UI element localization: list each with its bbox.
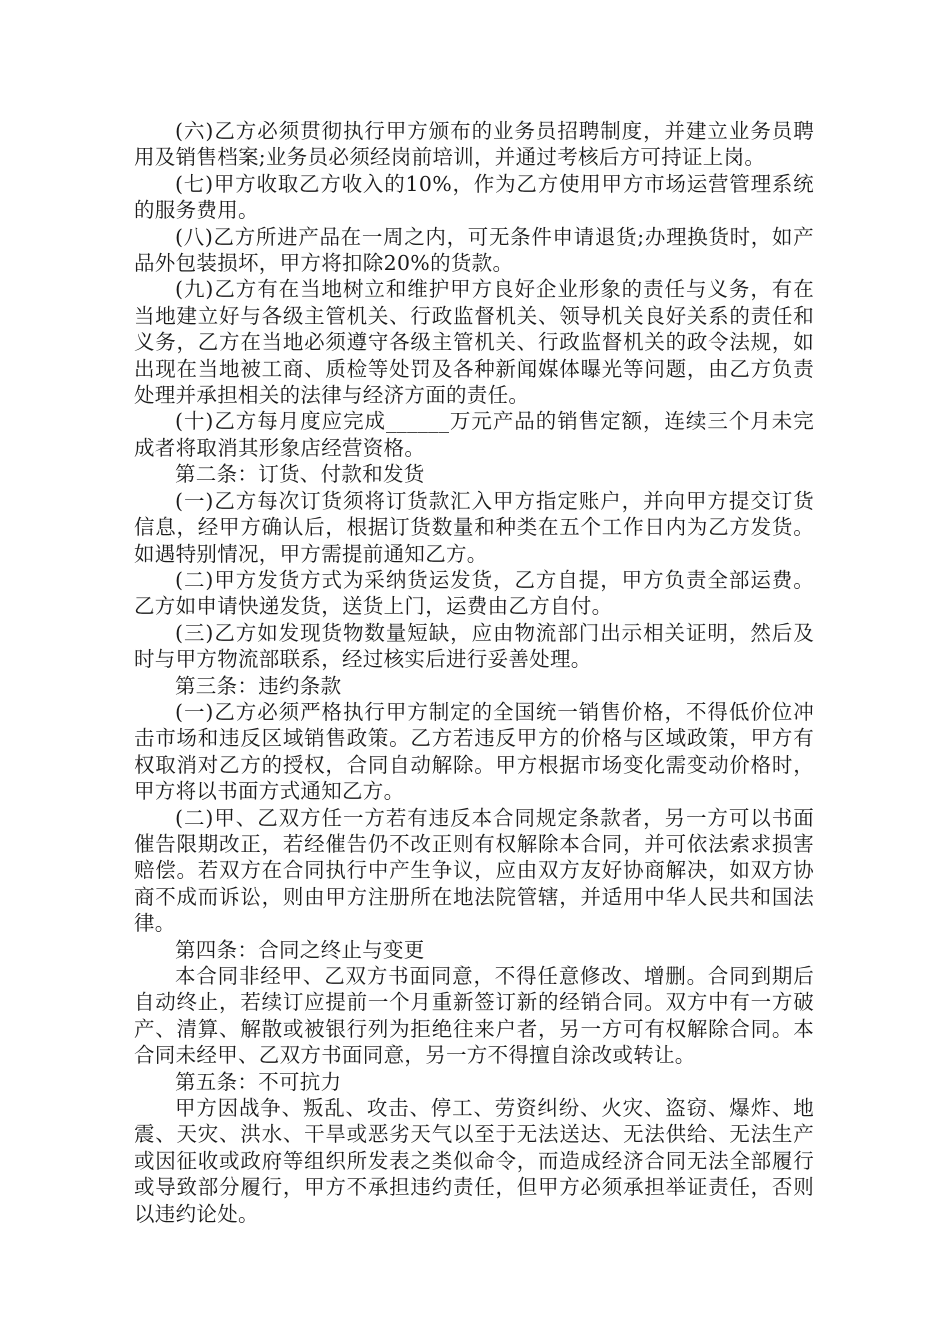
article-4-heading: 第四条：合同之终止与变更: [175, 937, 425, 962]
clause-7: (七)甲方收取乙方收入的10%，作为乙方使用甲方市场运营管理系统的服务费用。: [134, 171, 814, 223]
article-2-heading: 第二条：订货、付款和发货: [175, 462, 425, 487]
article-4-body: 本合同非经甲、乙双方书面同意，不得任意修改、增删。合同到期后自动终止，若续订应提前一个月重新签订新的经销合同。双方中有一方破产、清算、解散或被银行列为拒绝往来户者，另一方可有权解除合同。本合同未经甲、乙双方书面同意，另一方不得擅自涂改或转让。: [134, 964, 814, 1068]
article-2-clause-3: (三)乙方如发现货物数量短缺，应由物流部门出示相关证明，然后及时与甲方物流部联系，经过核实后进行妥善处理。: [134, 620, 814, 672]
document-body: [134, 118, 814, 1227]
article-3-clause-1: (一)乙方必须严格执行甲方制定的全国统一销售价格，不得低价位冲击市场和违反区域销售政策。乙方若违反甲方的价格与区域政策，甲方有权取消对乙方的授权，合同自动解除。甲方根据市场变化需变动价格时，甲方将以书面方式通知乙方。: [134, 699, 814, 804]
clause-8: (八)乙方所进产品在一周之内，可无条件申请退货;办理换货时，如产品外包装损坏，甲方将扣除20%的货款。: [134, 224, 814, 276]
article-5-body: 甲方因战争、叛乱、攻击、停工、劳资纠纷、火灾、盗窃、爆炸、地震、天灾、洪水、干旱或恶劣天气以至于无法送达、无法供给、无法生产或因征收或政府等组织所发表之类似命令，而造成经济合同无法全部履行或导致部分履行，甲方不承担违约责任，但甲方必须承担举证责任，否则以违约论处。: [134, 1096, 814, 1226]
article-3-heading: 第三条：违约条款: [175, 673, 342, 698]
clause-6: (六)乙方必须贯彻执行甲方颁布的业务员招聘制度，并建立业务员聘用及销售档案;业务员必须经岗前培训，并通过考核后方可持证上岗。: [134, 119, 814, 170]
clause-9: (九)乙方有在当地树立和维护甲方良好企业形象的责任与义务，有在当地建立好与各级主管机关、行政监督机关、领导机关良好关系的责任和义务，乙方在当地必须遵守各级主管机关、行政监督机关的政令法规，如出现在当地被工商、质检等处罚及各种新闻媒体曝光等问题，由乙方负责处理并承担相关的法律与经济方面的责任。: [134, 277, 814, 408]
article-2-clause-1: (一)乙方每次订货须将订货款汇入甲方指定账户，并向甲方提交订货信息，经甲方确认后，根据订货数量和种类在五个工作日内为乙方发货。如遇特别情况，甲方需提前通知乙方。: [134, 488, 814, 566]
article-5-heading: 第五条：不可抗力: [175, 1069, 342, 1094]
article-2-clause-2: (二)甲方发货方式为采纳货运发货，乙方自提，甲方负责全部运费。乙方如申请快递发货，送货上门，运费由乙方自付。: [134, 567, 814, 619]
clause-10: (十)乙方每月度应完成______万元产品的销售定额，连续三个月未完成者将取消其形象店经营资格。: [134, 409, 814, 460]
article-3-clause-2: (二)甲、乙双方任一方若有违反本合同规定条款者，另一方可以书面催告限期改正，若经催告仍不改正则有权解除本合同，并可依法索求损害赔偿。若双方在合同执行中产生争议，应由双方友好协商解决，如双方协商不成而诉讼，则由甲方注册所在地法院管辖，并适用中华人民共和国法律。: [134, 805, 814, 936]
